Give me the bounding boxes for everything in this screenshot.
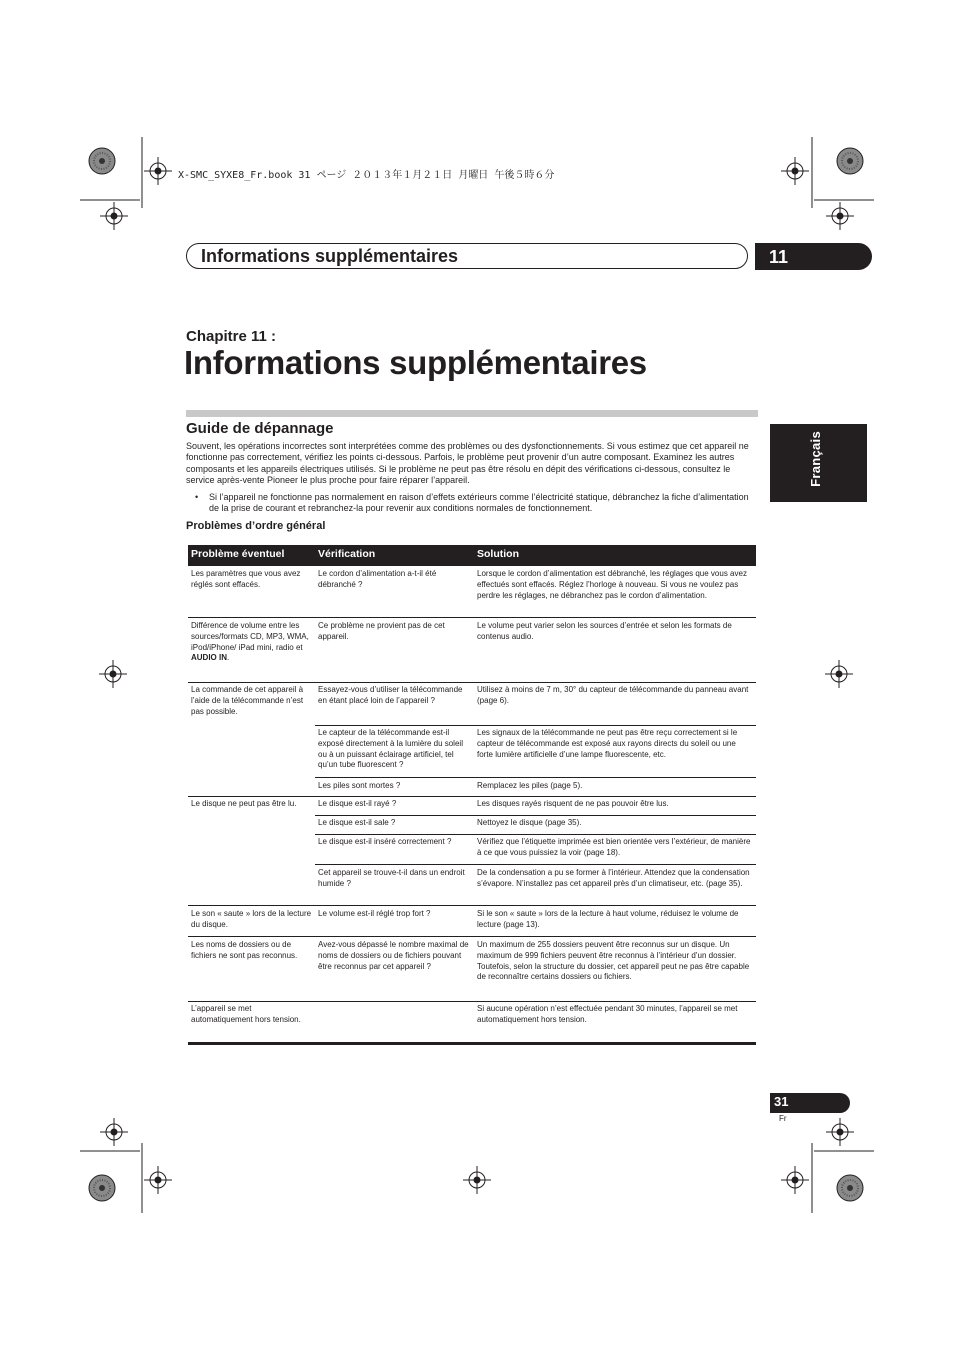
row-6-solution: Nettoyez le disque (page 35). xyxy=(477,818,582,827)
table-header xyxy=(188,545,756,566)
row-9-check: Le volume est-il réglé trop fort ? xyxy=(318,909,431,918)
row-10-check: Avez-vous dépassé le nombre maximal de noms de dossiers ou de fichiers pouvant être reconnus par cet appareil ? xyxy=(318,940,469,971)
row-0-check: Le cordon d’alimentation a-t-il été débranché ? xyxy=(318,569,437,589)
row-7-solution: Vérifiez que l’étiquette imprimée est bien orientée vers l’extérieur, de manière à ce que vous puissiez la voir (page 18). xyxy=(477,837,751,857)
page-number: 31 xyxy=(774,1094,789,1109)
row-divider xyxy=(188,796,756,797)
chapter-number-tab xyxy=(755,243,872,270)
row-11-solution: Si aucune opération n’est effectuée pendant 30 minutes, l’appareil se met automatiquement hors tension. xyxy=(477,1004,738,1024)
row-10-solution: Un maximum de 255 dossiers peuvent être reconnus sur un disque. Un maximum de 999 fichiers peuvent être reconnus à l’intérieur d’un dossier. Toutefois, selon la structure du dossier, cet appareil peut ne pas être capable de reconnaître certains dossiers ou fichiers. xyxy=(477,940,750,982)
row-divider xyxy=(315,815,756,816)
row-divider xyxy=(315,864,756,865)
bullet-dot: • xyxy=(195,492,199,502)
row-9-solution: Si le son « saute » lors de la lecture à haut volume, réduisez le volume de lecture (page 13). xyxy=(477,909,739,929)
chapter-title: Informations supplémentaires xyxy=(184,344,647,381)
row-divider xyxy=(188,936,756,937)
row-5-check: Le disque est-il rayé ? xyxy=(318,799,397,808)
row-2-problem: La commande de cet appareil à l’aide de la télécommande n’est pas possible. xyxy=(191,685,304,716)
row-3-check: Le capteur de la télécommande est-il exposé directement à la lumière du soleil ou à un puissant éclairage artificiel, tel qu’un tube fluorescent ? xyxy=(318,728,463,770)
language-tab xyxy=(770,424,867,502)
section-intro: Souvent, les opérations incorrectes sont interprétées comme des problèmes ou des dysfonctionnements. Si vous estimez que cet appareil ne fonctionne pas correctement, vérifiez les points ci-dessous. Parfois, le problème peut provenir d’un autre composant. Examinez les autres composants et les appareils électriques utilisés. Si le problème ne peut pas être résolu en dépit des vérifications ci-dessous, consultez le service après-vente Pioneer le plus proche pour faire réparer l’appareil. xyxy=(186,441,749,485)
row-divider xyxy=(315,777,756,778)
row-1-check: Ce problème ne provient pas de cet appareil. xyxy=(318,621,445,641)
header-problem: Problème éventuel xyxy=(191,548,285,560)
page-language-code: Fr xyxy=(779,1114,787,1123)
row-0-solution: Lorsque le cordon d’alimentation est débranché, les réglages que vous avez effectués sont effacés. Réglez l’horloge à nouveau. Si vous ne voulez pas perdre les réglages, ne débranchez pas le cordon d’alimentation. xyxy=(477,569,747,600)
row-2-check: Essayez-vous d’utiliser la télécommande en étant placé loin de l’appareil ? xyxy=(318,685,463,705)
header-solution: Solution xyxy=(477,548,519,560)
row-9-problem: Le son « saute » lors de la lecture du disque. xyxy=(191,909,312,929)
row-divider xyxy=(315,725,756,726)
row-6-check: Le disque est-il sale ? xyxy=(318,818,396,827)
row-3-solution: Les signaux de la télécommande ne peut pas être reçu correctement si le capteur de télécommande est exposé aux rayons directs du soleil ou une forte lumière artificielle d’une lampe fluorescente, etc. xyxy=(477,728,738,759)
header-check: Vérification xyxy=(318,548,376,560)
row-divider xyxy=(188,682,756,683)
table-bottom-rule xyxy=(188,1042,756,1045)
row-divider xyxy=(188,1001,756,1002)
row-divider xyxy=(315,834,756,835)
chapter-label: Chapitre 11 : xyxy=(186,328,277,345)
subsection-title: Problèmes d’ordre général xyxy=(186,520,326,532)
row-8-solution: De la condensation a pu se former à l’intérieur. Attendez que la condensation s’évapore. N’installez pas cet appareil près d’un climatiseur, etc. (page 35). xyxy=(477,868,750,888)
row-5-problem: Le disque ne peut pas être lu. xyxy=(191,799,297,808)
page-number-tab xyxy=(770,1093,850,1113)
print-file-info: X-SMC_SYXE8_Fr.book 31 ページ ２０１３年１月２１日 月曜日 午後５時６分 xyxy=(178,170,555,181)
row-4-solution: Remplacez les piles (page 5). xyxy=(477,781,583,790)
audio-in-label: AUDIO IN xyxy=(191,653,227,663)
row-8-check: Cet appareil se trouve-t-il dans un endroit humide ? xyxy=(318,868,465,888)
row-11-problem: L’appareil se met automatiquement hors tension. xyxy=(191,1004,301,1024)
row-0-problem: Les paramètres que vous avez réglés sont effacés. xyxy=(191,569,301,589)
row-10-problem: Les noms de dossiers ou de fichiers ne sont pas reconnus. xyxy=(191,940,298,960)
section-rule xyxy=(186,410,758,417)
row-1-solution: Le volume peut varier selon les sources d’entrée et selon les formats de contenus audio. xyxy=(477,621,732,641)
header-title: Informations supplémentaires xyxy=(201,246,459,266)
row-divider xyxy=(188,617,756,618)
row-4-check: Les piles sont mortes ? xyxy=(318,781,401,790)
row-5-solution: Les disques rayés risquent de ne pas pouvoir être lus. xyxy=(477,799,669,808)
row-7-check: Le disque est-il inséré correctement ? xyxy=(318,837,452,846)
chapter-number: 11 xyxy=(769,247,789,267)
section-title: Guide de dépannage xyxy=(186,420,334,437)
row-divider xyxy=(188,905,756,906)
row-1-problem: Différence de volume entre les sources/formats CD, MP3, WMA, iPod/iPhone/ iPad mini, radio et AUDIO IN. xyxy=(191,621,309,663)
bullet-text: Si l’appareil ne fonctionne pas normalement en raison d’effets extérieurs comme l’électricité statique, débranchez la fiche d’alimentation de la prise de courant et rebranchez-la pour revenir aux conditions normales de fonctionnement. xyxy=(209,492,749,514)
language-tab-label: Français xyxy=(808,431,823,487)
row-2-solution: Utilisez à moins de 7 m, 30° du capteur de télécommande du panneau avant (page 6). xyxy=(477,685,749,705)
